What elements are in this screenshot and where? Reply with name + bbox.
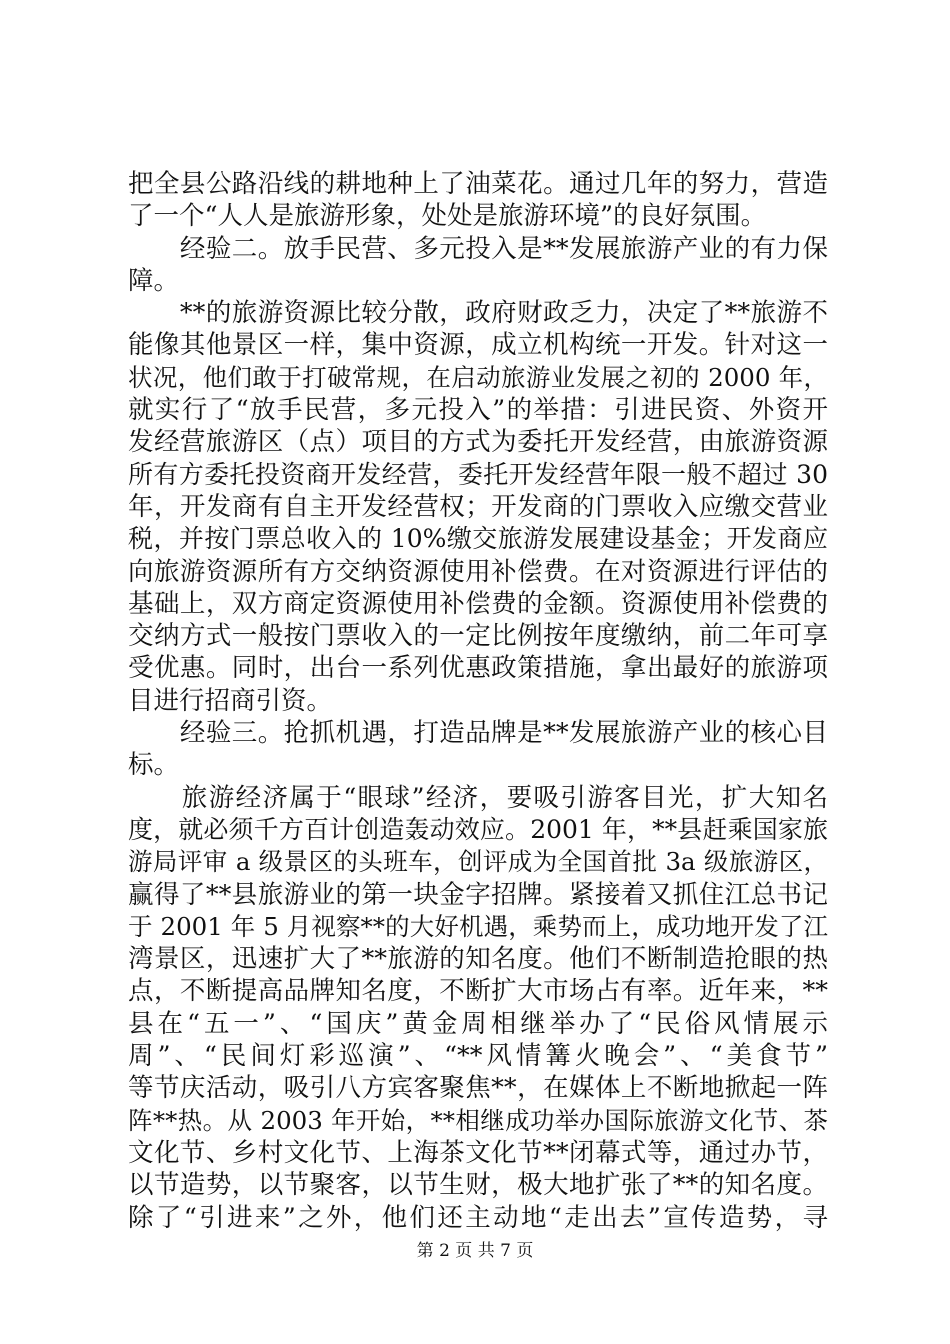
text-line: 所有方委托投资商开发经营，委托开发经营年限一般不超过 30 xyxy=(128,459,828,489)
text-line: 发经营旅游区（点）项目的方式为委托开发经营，由旅游资源 xyxy=(128,427,828,458)
text-line: 基础上，双方商定资源使用补偿费的金额。资源使用补偿费的 xyxy=(128,588,828,619)
text-line: 能像其他景区一样，集中资源，成立机构统一开发。针对这一 xyxy=(128,330,828,361)
text-line: 等节庆活动，吸引八方宾客聚焦**，在媒体上不断地掀起一阵 xyxy=(128,1073,828,1104)
text-line: 除了“引进来”之外，他们还主动地“走出去”宣传造势，寻 xyxy=(128,1202,828,1233)
text-line: 交纳方式一般按门票收入的一定比例按年度缴纳，前二年可享 xyxy=(128,621,828,652)
text-line: 障。 xyxy=(128,265,180,296)
text-line: 经验三。抢抓机遇，打造品牌是**发展旅游产业的核心目 xyxy=(128,718,828,749)
text-line: 游局评审 a 级景区的头班车，创评成为全国首批 3a 级旅游区， xyxy=(128,847,828,877)
text-line: 向旅游资源所有方交纳资源使用补偿费。在对资源进行评估的 xyxy=(128,556,828,587)
text-line: 赢得了**县旅游业的第一块金字招牌。紧接着又抓住江总书记 xyxy=(128,879,828,910)
text-line: 以节造势，以节聚客，以节生财，极大地扩张了**的知名度。 xyxy=(128,1170,828,1201)
text-line: 经验二。放手民营、多元投入是**发展旅游产业的有力保 xyxy=(128,233,828,264)
text-line: **的旅游资源比较分散，政府财政乏力，决定了**旅游不 xyxy=(128,298,828,329)
text-line: 文化节、乡村文化节、上海茶文化节**闭幕式等，通过办节， xyxy=(128,1137,828,1168)
text-line: 阵**热。从 2003 年开始，**相继成功举办国际旅游文化节、茶 xyxy=(128,1105,828,1135)
page-footer: 第 2 页 共 7 页 xyxy=(416,1241,534,1261)
text-line: 于 2001 年 5 月视察**的大好机遇，乘势而上，成功地开发了江 xyxy=(128,911,828,941)
text-line: 状况，他们敢于打破常规，在启动旅游业发展之初的 2000 年， xyxy=(128,362,828,392)
text-line: 周”、“民间灯彩巡演”、“**风情篝火晚会”、“美食节” xyxy=(128,1041,828,1072)
text-line: 年，开发商有自主开发经营权；开发商的门票收入应缴交营业 xyxy=(128,491,828,522)
text-line: 受优惠。同时，出台一系列优惠政策措施，拿出最好的旅游项 xyxy=(128,653,828,684)
text-line: 税，并按门票总收入的 10%缴交旅游发展建设基金；开发商应 xyxy=(128,524,828,554)
text-line: 点，不断提高品牌知名度，不断扩大市场占有率。近年来，** xyxy=(128,976,828,1007)
text-line: 就实行了“放手民营，多元投入”的举措：引进民资、外资开 xyxy=(128,395,828,426)
text-line: 把全县公路沿线的耕地种上了油菜花。通过几年的努力，营造 xyxy=(128,169,828,199)
document-body xyxy=(128,168,828,1234)
text-line: 目进行招商引资。 xyxy=(128,685,333,716)
text-line: 标。 xyxy=(128,750,180,781)
text-line: 了一个“人人是旅游形象，处处是旅游环境”的良好氛围。 xyxy=(128,201,767,232)
text-line: 旅游经济属于“眼球”经济，要吸引游客目光，扩大知名 xyxy=(128,782,828,813)
text-line: 度，就必须千方百计创造轰动效应。2001 年，**县赶乘国家旅 xyxy=(128,814,828,844)
text-line: 湾景区，迅速扩大了**旅游的知名度。他们不断制造抢眼的热 xyxy=(128,944,828,975)
text-line: 县在“五一”、“国庆”黄金周相继举办了“民俗风情展示 xyxy=(128,1008,828,1039)
